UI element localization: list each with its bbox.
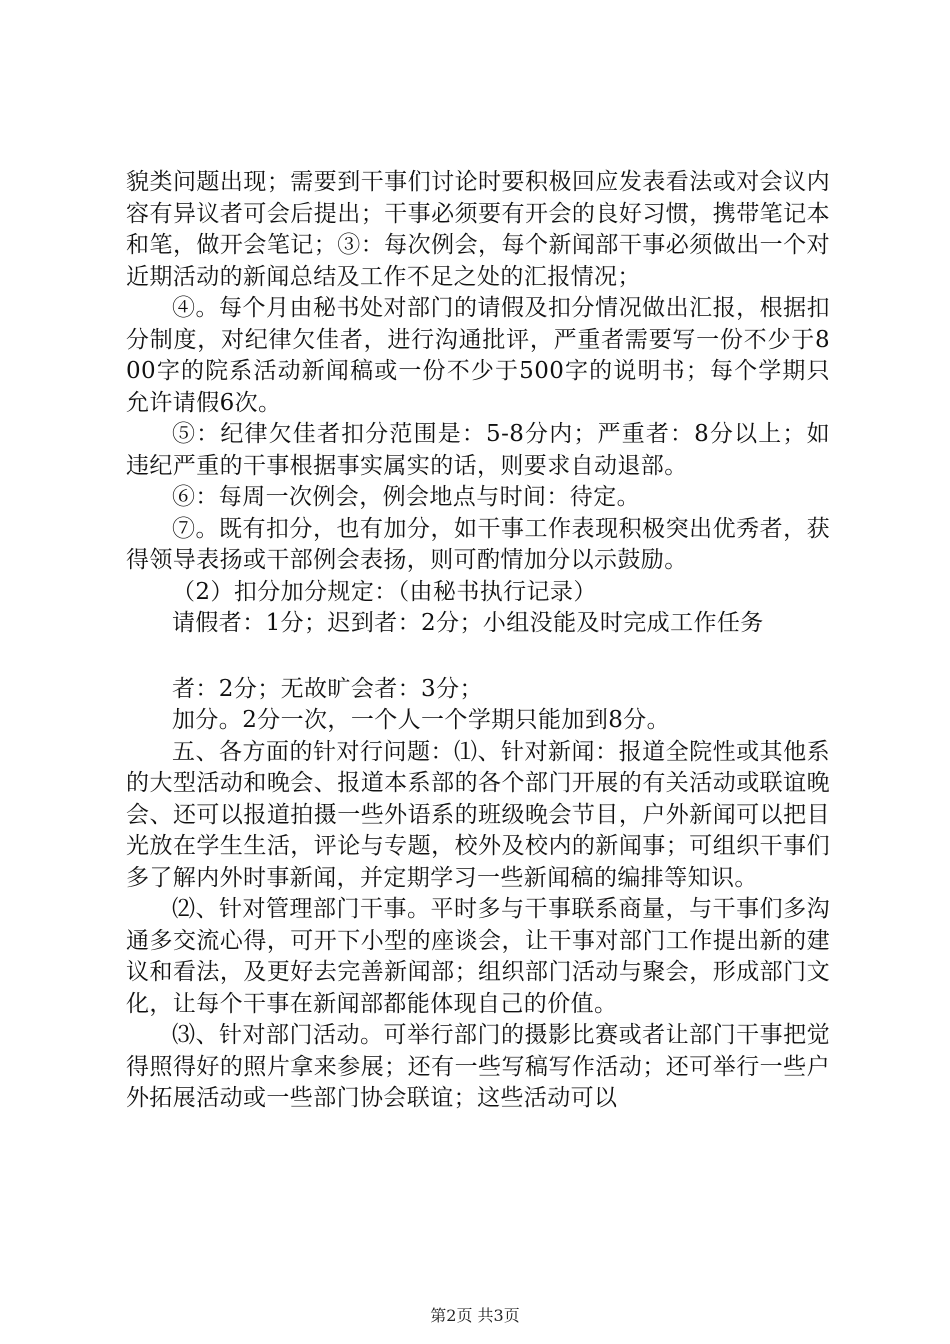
paragraph-bonus-rule: 加分。2分一次，一个人一个学期只能加到8分。 <box>172 707 671 733</box>
paragraph-rule-4: ④。每个月由秘书处对部门的请假及扣分情况做出汇报，根据扣分制度，对纪律欠佳者，进行沟通批评，严重者需要写一份不少于800字的院系活动新闻稿或一份不少于500字的说明书；每个学期只允许请假6次。 <box>126 295 830 416</box>
paragraph-meeting-rules: 貌类问题出现；需要到干事们讨论时要积极回应发表看法或对会议内容有异议者可会后提出；干事必须要有开会的良好习惯，携带笔记本和笔，做开会笔记；③：每次例会，每个新闻部干事必须做出一个对近期活动的新闻总结及工作不足之处的汇报情况； <box>126 169 830 290</box>
paragraph-management: ⑵、针对管理部门干事。平时多与干事联系商量，与干事们多沟通多交流心得，可开下小型的座谈会，让干事对部门工作提出新的建议和看法，及更好去完善新闻部；组织部门活动与聚会，形成部门文化，让每个干事在新闻部都能体现自己的价值。 <box>126 896 830 1017</box>
page-footer: 第2页 共3页 <box>430 1306 520 1325</box>
document-body <box>126 167 830 1115</box>
paragraph-scoring-heading: （2）扣分加分规定：（由秘书执行记录） <box>172 578 597 605</box>
paragraph-rule-7: ⑦。既有扣分，也有加分，如干事工作表现积极突出优秀者，获得领导表扬或干部例会表扬，则可酌情加分以示鼓励。 <box>126 515 830 573</box>
paragraph-section-five-news: 五、各方面的针对行问题：⑴、针对新闻：报道全院性或其他系的大型活动和晚会、报道本系部的各个部门开展的有关活动或联谊晚会、还可以报道拍摄一些外语系的班级晚会节目，户外新闻可以把目光放在学生生活，评论与专题，校外及校内的新闻事；可组织干事们多了解内外时事新闻，并定期学习一些新闻稿的编排等知识。 <box>126 738 830 891</box>
paragraph-rule-6: ⑥：每周一次例会，例会地点与时间：待定。 <box>172 484 640 510</box>
paragraph-deduction-list-cont: 者：2分；无故旷会者：3分； <box>172 675 483 702</box>
paragraph-rule-5: ⑤：纪律欠佳者扣分范围是：5-8分内；严重者：8分以上；如违纪严重的干事根据事实属实的话，则要求自动退部。 <box>126 421 830 479</box>
paragraph-activities: ⑶、针对部门活动。可举行部门的摄影比赛或者让部门干事把觉得照得好的照片拿来参展；还有一些写稿写作活动；还可举行一些户外拓展活动或一些部门协会联谊；这些活动可以 <box>126 1022 830 1111</box>
paragraph-deduction-list: 请假者：1分；迟到者：2分；小组没能及时完成工作任务 <box>172 610 764 636</box>
